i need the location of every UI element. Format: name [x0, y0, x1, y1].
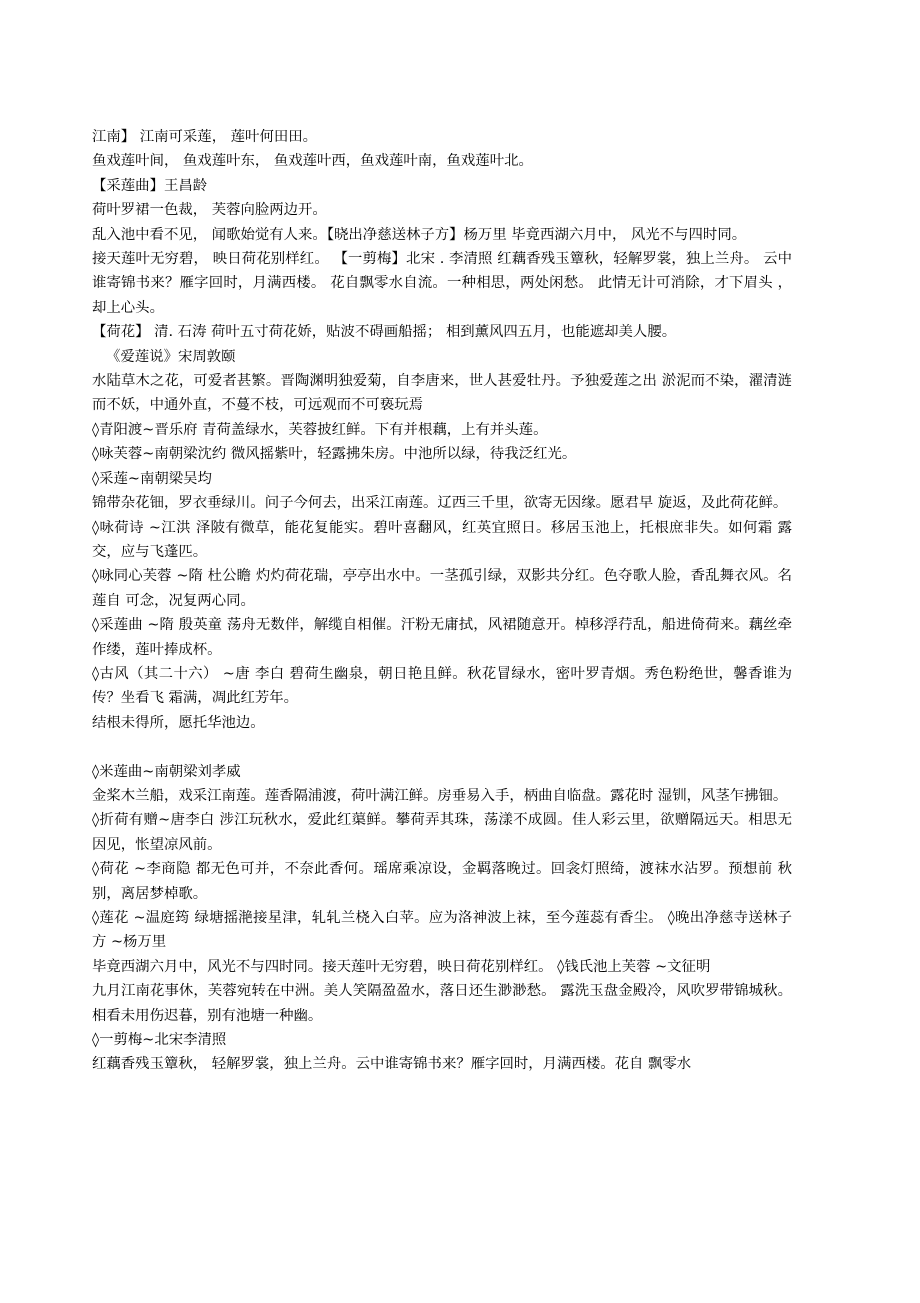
text-line-2: 鱼戏莲叶间， 鱼戏莲叶东， 鱼戏莲叶西，鱼戏莲叶南，鱼戏莲叶北。: [92, 153, 533, 170]
text-line-1: 江南】 江南可采莲， 莲叶何田田。: [92, 129, 318, 145]
text-line-23: ◊荷花 ~李商隐 都无色可并，不奈此香何。瑶席乘凉设，金羁落晚过。回衾灯照绮，渡袜水沾罗。预想前 秋别，离居梦棹歌。: [92, 861, 792, 902]
text-line-20: ◊米莲曲~南朝梁刘孝威: [92, 763, 241, 780]
text-line-21: 金桨木兰船，戏采江南莲。莲香隔浦渡，荷叶满江鲜。房垂易入手，柄曲自临盘。露花时 湿钏，风茎乍拂钿。: [92, 787, 788, 804]
text-line-25: 毕竟西湖六月中，风光不与四时同。接天莲叶无穷碧，映日荷花别样红。 ◊钱氏池上芙蓉 ~文征明: [92, 958, 711, 975]
text-line-27: ◊一剪梅~北宋李清照: [92, 1032, 227, 1049]
text-line-16: ◊采莲曲 ~隋 殷英童 荡舟无数伴，解缆自相催。汗粉无庸拭，风裙随意开。棹移浮荇乱，船进倚荷来。藕丝牵 作缕，莲叶捧成杯。: [92, 617, 792, 658]
text-line-26: 九月江南花事休，芙蓉宛转在中洲。美人笑隔盈盈水，落日还生渺渺愁。 露洗玉盘金殿冷，风吹罗带锦城秋。相看未用伤迟暮，别有池塘一种幽。: [92, 983, 792, 1024]
text-line-14: ◊咏荷诗 ~江洪 泽陂有微草，能花复能实。碧叶喜翻风，红英宜照日。移居玉池上，托根庶非失。如何霜 露交，应与飞蓬匹。: [92, 519, 792, 560]
text-line-8: 《爱莲说》宋周敦颐: [106, 348, 236, 365]
text-line-24: ◊莲花 ~温庭筠 绿塘摇滟接星津，轧轧兰桡入白苹。应为洛神波上袜，至今莲蕊有香尘。 ◊晚出净慈寺送林子方 ~杨万里: [92, 909, 792, 951]
text-line-9: 水陆草木之花，可爱者甚繁。晋陶渊明独爱菊，自李唐来，世人甚爱牡丹。予独爱莲之出 淤泥而不染，濯清涟而不妖，中通外直，不蔓不枝，可远观而不可亵玩焉: [92, 373, 792, 414]
text-line-6: 接天莲叶无穷碧， 映日荷花别样红。 【一剪梅】北宋 . 李清照 红藕香残玉簟秋，轻解罗裳，独上兰舟。 云中谁寄锦书来？雁字回时，月满西楼。 花自飘零水自流。一种相思，两处闲愁。 此情无计可消除，才下眉头 ，却上心头。: [92, 251, 792, 316]
blank-line: [92, 735, 792, 759]
text-line-12: ◊采莲~南朝梁吴均: [92, 470, 212, 487]
text-line-28: 红藕香残玉簟秋， 轻解罗裳，独上兰舟。云中谁寄锦书来？雁字回时，月满西楼。花自 飘零水: [92, 1056, 692, 1073]
text-line-13: 锦带杂花钿，罗衣垂绿川。问子今何去，出采江南莲。辽西三千里，欲寄无因缘。愿君早 旋返，及此荷花鲜。: [92, 495, 788, 512]
text-line-15: ◊咏同心芙蓉 ~隋 杜公瞻 灼灼荷花瑞，亭亭出水中。一茎孤引绿，双影共分红。色夺歌人脸，香乱舞衣风。名莲自 可念，况复两心同。: [92, 568, 792, 609]
text-line-22: ◊折荷有赠~唐李白 涉江玩秋水，爱此红蕖鲜。攀荷弄其珠，荡漾不成圆。佳人彩云里，欲赠隔远天。相思无 因见，怅望凉风前。: [92, 812, 792, 853]
text-line-4: 荷叶罗裙一色裁， 芙蓉向脸两边开。: [92, 202, 327, 219]
text-line-18: 结根未得所，愿托华池边。: [92, 714, 265, 731]
text-line-7: 【荷花】 清. 石涛 荷叶五寸荷花娇，贴波不碍画船摇； 相到薰风四五月，也能遮却美人腰。: [92, 324, 677, 341]
text-line-3: 【采莲曲】王昌龄: [92, 177, 208, 194]
text-line-11: ◊咏芙蓉~南朝梁沈约 微风摇紫叶，轻露拂朱房。中池所以绿，待我泛红光。: [92, 446, 577, 463]
text-line-5: 乱入池中看不见， 闻歌始觉有人来。【晓出净慈送林子方】杨万里 毕竟西湖六月中， 风光不与四时同。: [92, 226, 747, 243]
text-line-17: ◊古风（其二十六） ~唐 李白 碧荷生幽泉，朝日艳且鲜。秋花冒绿水，密叶罗青烟。秀色粉绝世，馨香谁为传？坐看飞 霜满，凋此红芳年。: [92, 665, 792, 707]
document-body: [92, 125, 792, 1077]
text-line-10: ◊青阳渡~晋乐府 青荷盖绿水，芙蓉披红鲜。下有并根藕，上有并头莲。: [92, 421, 548, 438]
